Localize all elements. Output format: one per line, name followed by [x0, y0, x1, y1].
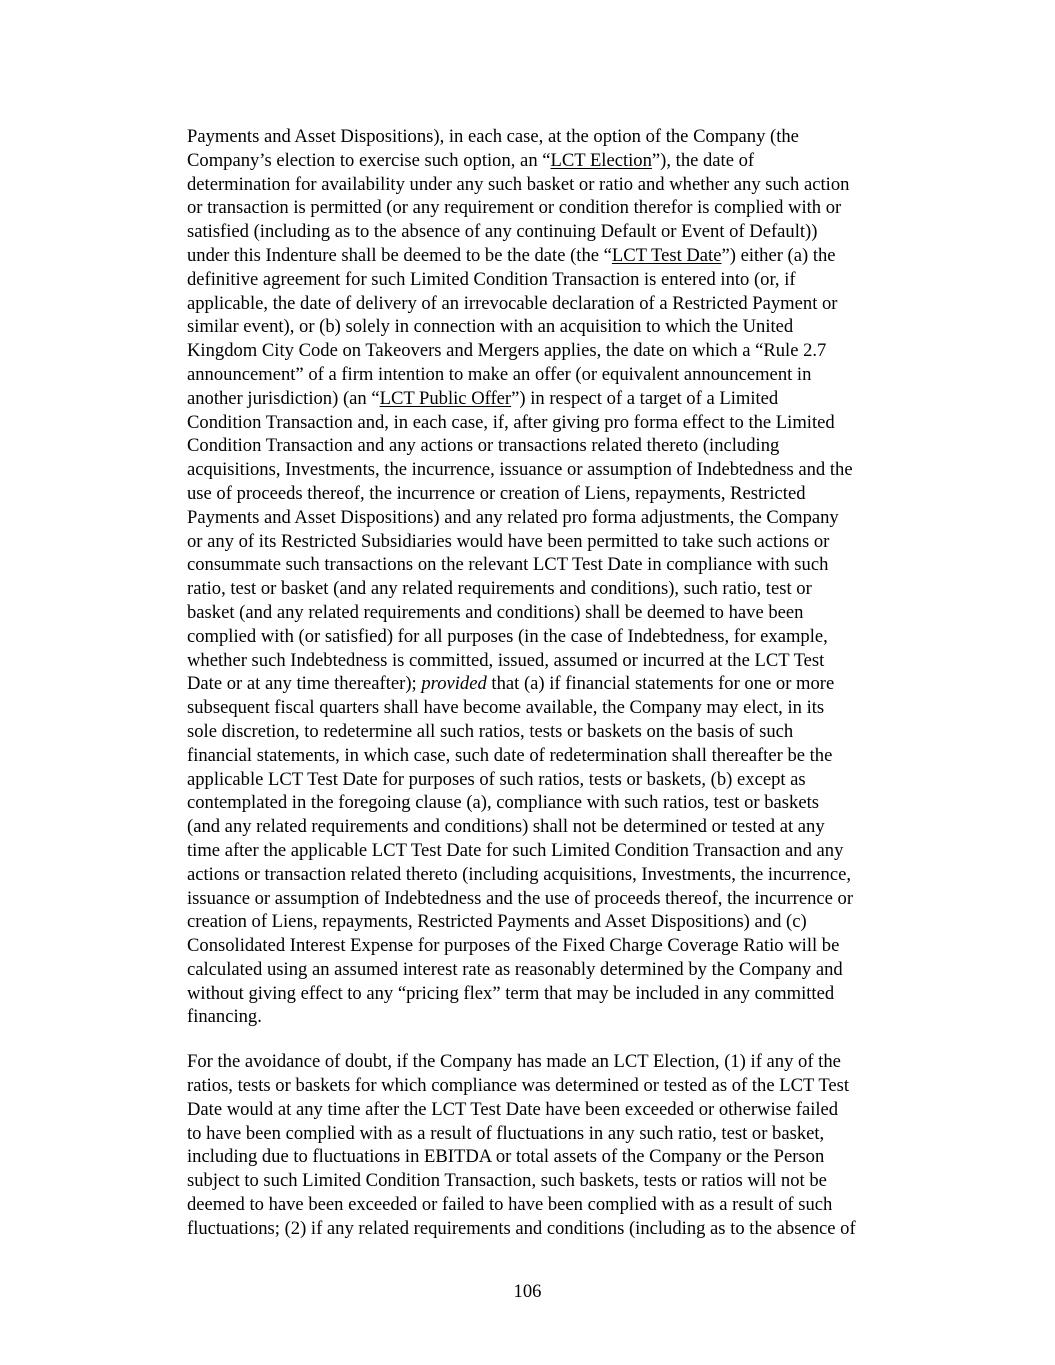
- text-line: ratio, test or basket (and any related requirements and conditions), such ratio, test or: [187, 578, 812, 600]
- text-line: announcement” of a firm intention to make an offer (or equivalent announcement in: [187, 363, 812, 385]
- text-line: acquisitions, Investments, the incurrence, issuance or assumption of Indebtedness and the: [187, 459, 853, 481]
- defined-term-lct-test-date: LCT Test Date: [611, 244, 722, 266]
- text-line: or transaction is permitted (or any requirement or condition therefor is complied with or: [187, 197, 842, 219]
- text-line: financing.: [187, 1006, 262, 1028]
- text-line: issuance or assumption of Indebtedness and the use of proceeds thereof, the incurrence or: [187, 887, 854, 909]
- text-line: ratios, tests or baskets for which compliance was determined or tested as of the LCT Test: [187, 1075, 850, 1097]
- text-segment: Company’s election to exercise such option, an “: [187, 149, 551, 171]
- text-line: actions or transaction related thereto (including acquisitions, Investments, the incurrence,: [187, 863, 851, 885]
- text-line: applicable LCT Test Date for purposes of such ratios, tests or baskets, (b) except as: [187, 768, 806, 790]
- page-number: 106: [513, 1281, 542, 1302]
- text-line: contemplated in the foregoing clause (a), compliance with such ratios, test or baskets: [187, 792, 819, 814]
- text-segment: ”) in respect of a target of a Limited: [511, 387, 779, 409]
- text-line: financial statements, in which case, such date of redetermination shall thereafter be the: [187, 744, 833, 766]
- text-line: use of proceeds thereof, the incurrence or creation of Liens, repayments, Restricted: [187, 482, 806, 504]
- defined-term-lct-election: LCT Election: [550, 149, 652, 171]
- text-segment: under this Indenture shall be deemed to be the date (the “: [187, 244, 612, 266]
- defined-term-lct-public-offer: LCT Public Offer: [379, 387, 512, 409]
- text-segment: that (a) if financial statements for one or more: [486, 673, 835, 695]
- text-line: Date would at any time after the LCT Test Date have been exceeded or otherwise failed: [187, 1098, 839, 1120]
- text-segment: Date or at any time thereafter);: [187, 673, 422, 695]
- text-line: (and any related requirements and conditions) shall not be determined or tested at any: [187, 816, 825, 838]
- text-segment: ”) either (a) the: [721, 244, 836, 266]
- text-line: Payments and Asset Dispositions) and any related pro forma adjustments, the Company: [187, 506, 839, 528]
- text-line: For the avoidance of doubt, if the Company has made an LCT Election, (1) if any of the: [187, 1051, 841, 1073]
- text-line: [187, 149, 947, 173]
- text-line: Payments and Asset Dispositions), in each case, at the option of the Company (the: [187, 126, 799, 147]
- text-line: to have been complied with as a result of fluctuations in any such ratio, test or basket,: [187, 1122, 825, 1144]
- text-line: deemed to have been exceeded or failed to have been complied with as a result of such: [187, 1194, 833, 1216]
- text-line: similar event), or (b) solely in connection with an acquisition to which the United: [187, 316, 794, 338]
- text-line: creation of Liens, repayments, Restricted Payments and Asset Dispositions) and (c): [187, 911, 807, 933]
- text-line: fluctuations; (2) if any related requirements and conditions (including as to the absence of: [187, 1217, 856, 1239]
- text-line: [187, 387, 947, 411]
- text-line: Consolidated Interest Expense for purposes of the Fixed Charge Coverage Ratio will be: [187, 935, 840, 957]
- text-line: [187, 672, 947, 696]
- paragraph-avoidance-of-doubt: [187, 1050, 947, 1240]
- text-line: applicable, the date of delivery of an irrevocable declaration of a Restricted Payment or: [187, 292, 838, 314]
- text-line: without giving effect to any “pricing flex” term that may be included in any committed: [187, 982, 835, 1004]
- text-line: subject to such Limited Condition Transaction, such baskets, tests or ratios will not be: [187, 1170, 827, 1192]
- text-line: basket (and any related requirements and conditions) shall be deemed to have been: [187, 601, 804, 623]
- text-segment: another jurisdiction) (an “: [187, 387, 380, 409]
- text-line: definitive agreement for such Limited Condition Transaction is entered into (or, if: [187, 268, 796, 290]
- text-line: determination for availability under any such basket or ratio and whether any such action: [187, 173, 850, 195]
- text-line: complied with (or satisfied) for all purposes (in the case of Indebtedness, for example,: [187, 625, 828, 647]
- text-line: Kingdom City Code on Takeovers and Mergers applies, the date on which a “Rule 2.7: [187, 340, 827, 362]
- paragraph-lct-election: [187, 125, 947, 1029]
- text-line: whether such Indebtedness is committed, issued, assumed or incurred at the LCT Test: [187, 649, 825, 671]
- text-line: satisfied (including as to the absence of any continuing Default or Event of Default)): [187, 221, 818, 243]
- text-line: sole discretion, to redetermine all such ratios, tests or baskets on the basis of such: [187, 720, 794, 742]
- document-body: [187, 125, 947, 1241]
- text-line: [187, 244, 947, 268]
- text-line: time after the applicable LCT Test Date for such Limited Condition Transaction and any: [187, 839, 844, 861]
- text-line: calculated using an assumed interest rate as reasonably determined by the Company and: [187, 958, 843, 980]
- text-segment: ”), the date of: [651, 149, 755, 171]
- text-line: or any of its Restricted Subsidiaries would have been permitted to take such actions or: [187, 530, 830, 552]
- text-line: consummate such transactions on the relevant LCT Test Date in compliance with such: [187, 554, 829, 576]
- text-line: including due to fluctuations in EBITDA or total assets of the Company or the Person: [187, 1146, 825, 1168]
- text-line: Condition Transaction and, in each case, if, after giving pro forma effect to the Limited: [187, 411, 835, 433]
- paragraph-spacer: [187, 1029, 947, 1050]
- text-line: subsequent fiscal quarters shall have become available, the Company may elect, in its: [187, 697, 825, 719]
- text-line: Condition Transaction and any actions or transactions related thereto (including: [187, 435, 780, 457]
- italic-term-provided: provided: [421, 673, 487, 695]
